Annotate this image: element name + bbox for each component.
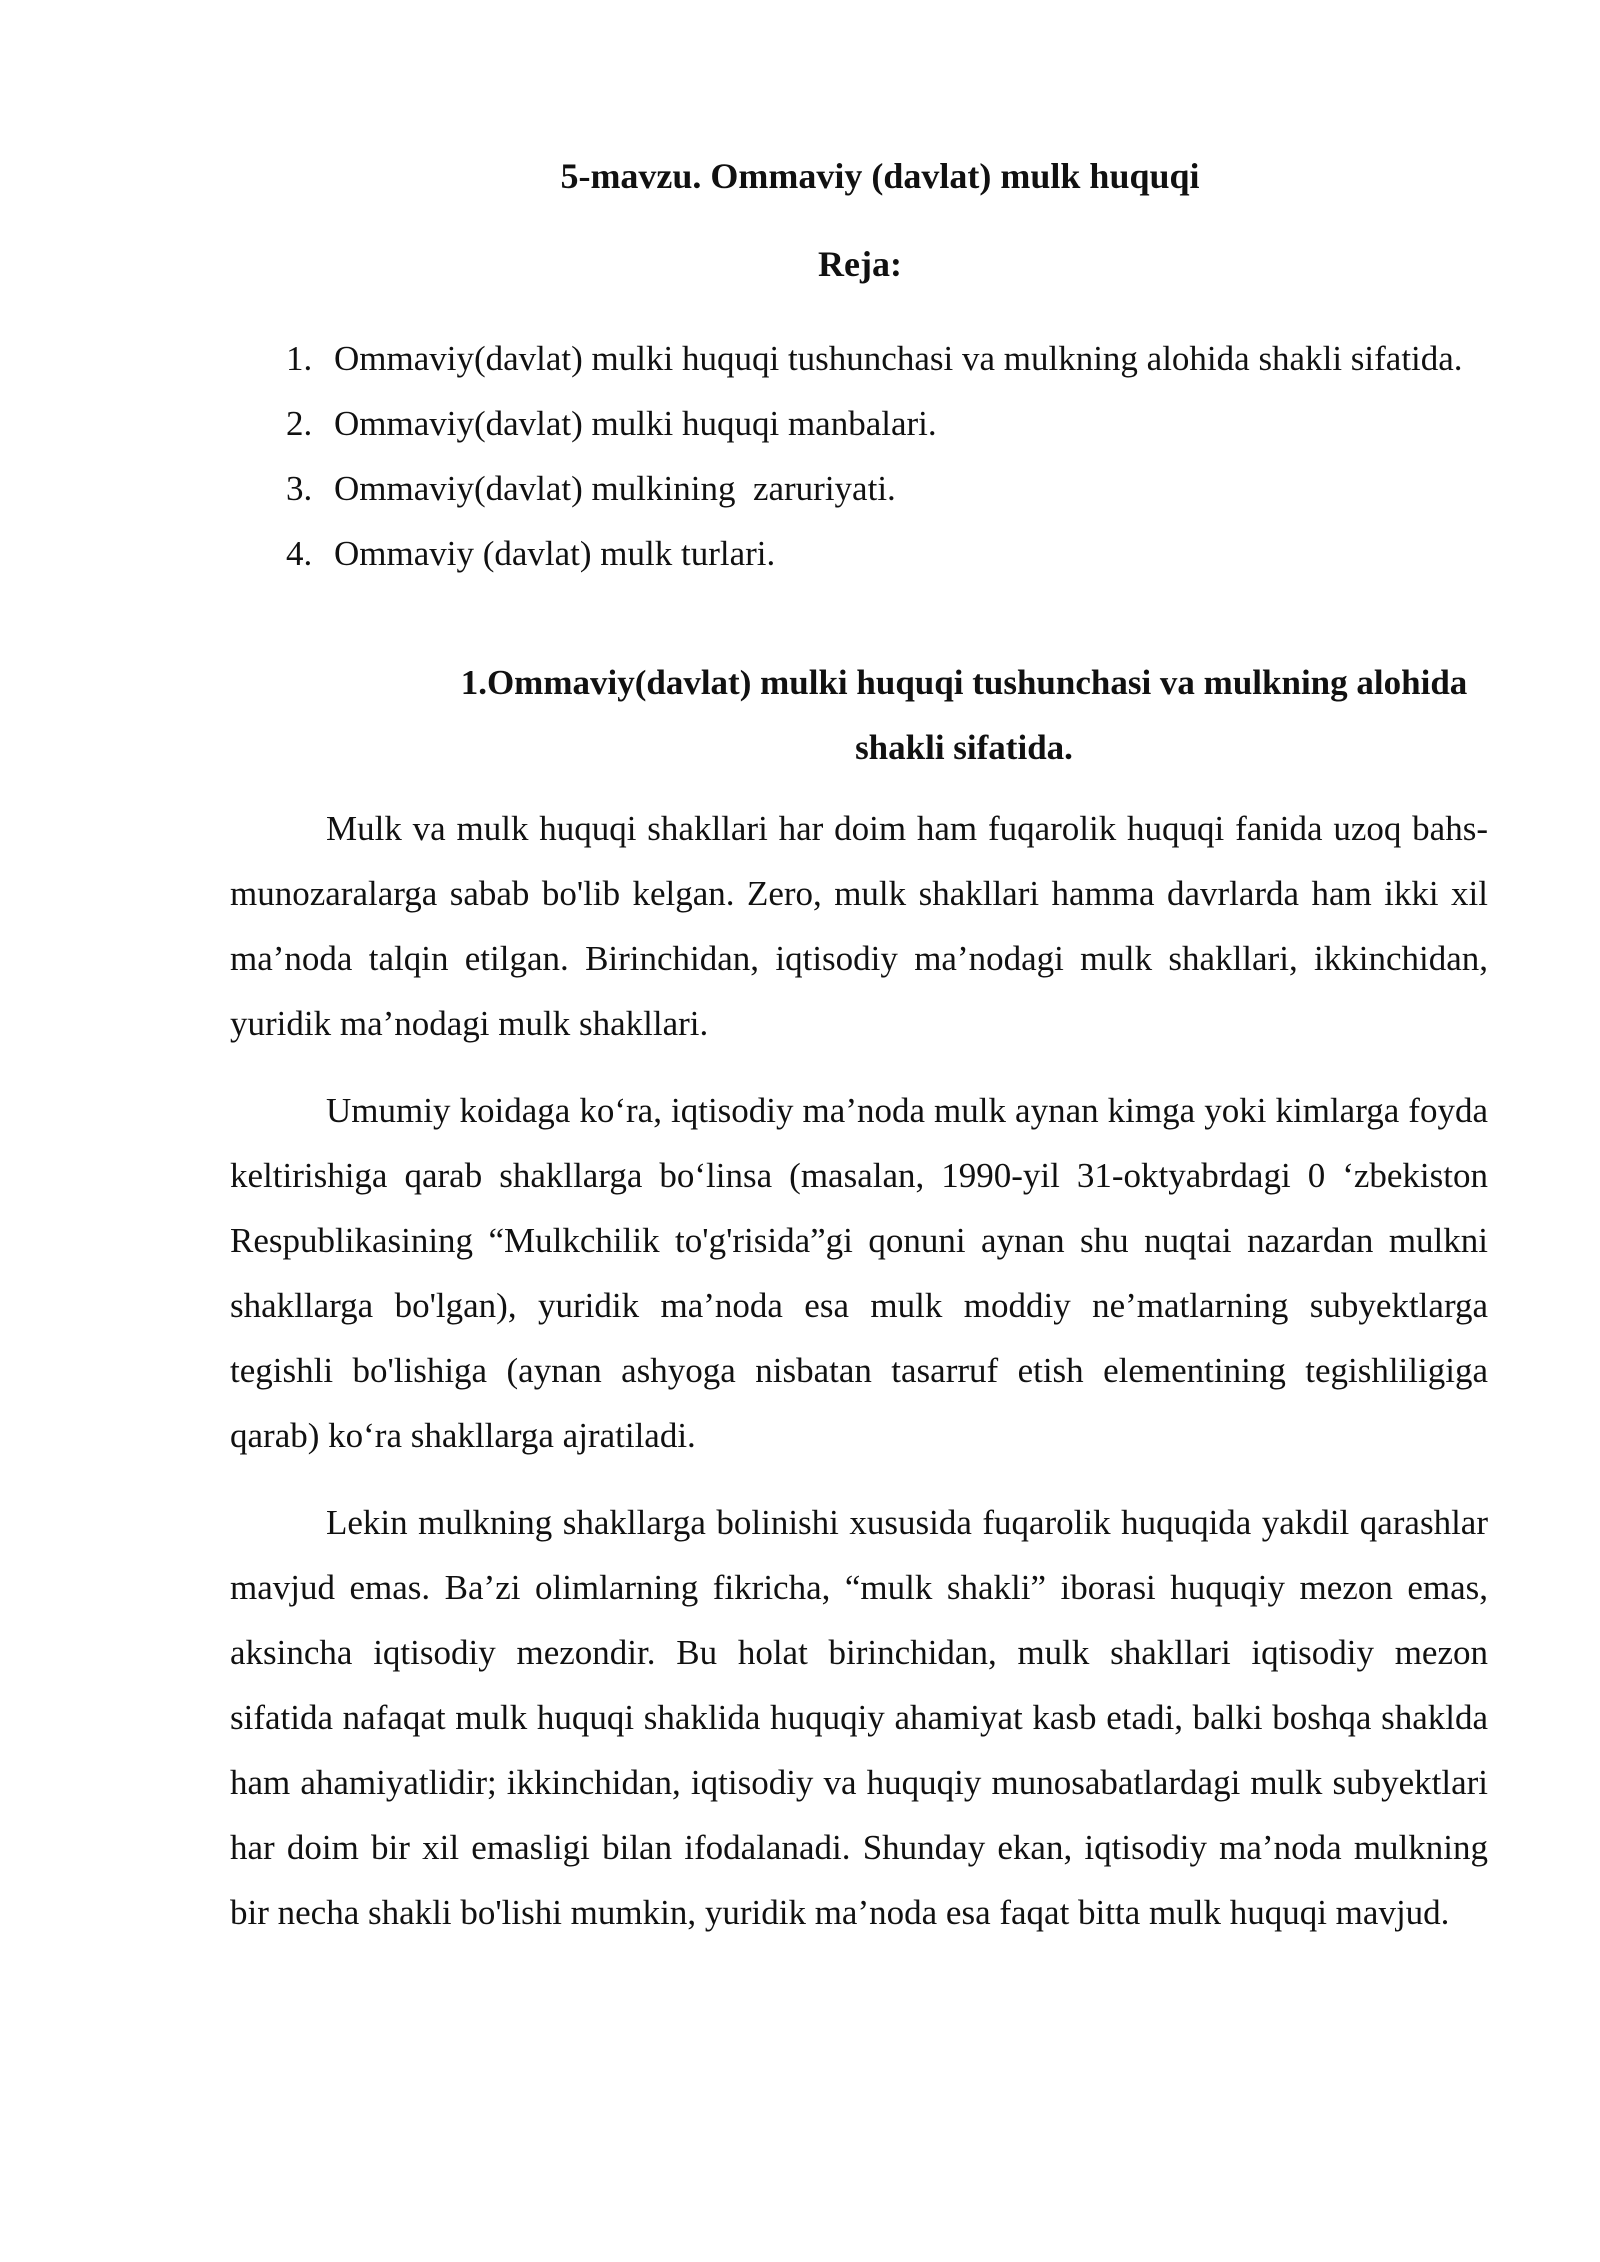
plan-item (286, 521, 1488, 586)
document-title: 5-mavzu. Ommaviy (davlat) mulk huquqi (560, 156, 1200, 196)
body-paragraph: Umumiy koidaga ko‘ra, iqtisodiy ma’noda mulk aynan kimga yoki kimlarga foyda keltirishiga qarab shakllarga bo‘linsa (masalan, 1990-yil 31-oktyabrdagi 0 ‘zbekiston Respublikasining “Mulkchilik to'g'risida”gi qonuni aynan shu nuqtai nazardan mulkni shakllarga bo'lgan), yuridik ma’noda esa mulk moddiy ne’matlarning subyektlarga tegishli bo'lishiga (aynan ashyoga nisbatan tasarruf etish elementining tegishliligiga qarab) ko‘ra shakllarga ajratiladi. (230, 1091, 1488, 1455)
plan-item (286, 326, 1488, 391)
plan-item-text: Ommaviy(davlat) mulkining zaruriyati. (334, 469, 896, 508)
plan-item (286, 456, 1488, 521)
plan-heading: Reja: (818, 244, 902, 284)
plan-item-text: Ommaviy(davlat) mulki huquqi tushunchasi va mulkning alohida shakli sifatida. (334, 339, 1463, 378)
plan-item-number: 3. (286, 469, 313, 508)
plan-item-number: 1. (286, 339, 313, 378)
section-heading: 1.Ommaviy(davlat) mulki huquqi tushunchasi va mulkning alohida shakli sifatida. (460, 663, 1468, 767)
plan-list (286, 326, 1488, 586)
body-paragraph: Mulk va mulk huquqi shakllari har doim ham fuqarolik huquqi fanida uzoq bahs-munozaralarga sabab bo'lib kelgan. Zero, mulk shakllari hamma davrlarda ham ikki xil ma’noda talqin etilgan. Birinchidan, iqtisodiy ma’nodagi mulk shakllari, ikkinchidan, yuridik ma’nodagi mulk shakllari. (230, 809, 1488, 1043)
plan-item (286, 391, 1488, 456)
plan-item-number: 4. (286, 534, 313, 573)
plan-item-number: 2. (286, 404, 313, 443)
body-paragraph: Lekin mulkning shakllarga bolinishi xususida fuqarolik huquqida yakdil qarashlar mavjud emas. Ba’zi olimlarning fikricha, “mulk shakli” iborasi huquqiy mezon emas, aksincha iqtisodiy mezondir. Bu holat birinchidan, mulk shakllari iqtisodiy mezon sifatida nafaqat mulk huquqi shaklida huquqiy ahamiyat kasb etadi, balki boshqa shaklda ham ahamiyatlidir; ikkinchidan, iqtisodiy va huquqiy munosabatlardagi mulk subyektlari har doim bir xil emasligi bilan ifodalanadi. Shunday ekan, iqtisodiy ma’noda mulkning bir necha shakli bo'lishi mumkin, yuridik ma’noda esa faqat bitta mulk huquqi mavjud. (230, 1503, 1488, 1932)
plan-item-text: Ommaviy (davlat) mulk turlari. (334, 534, 776, 573)
plan-item-text: Ommaviy(davlat) mulki huquqi manbalari. (334, 404, 937, 443)
